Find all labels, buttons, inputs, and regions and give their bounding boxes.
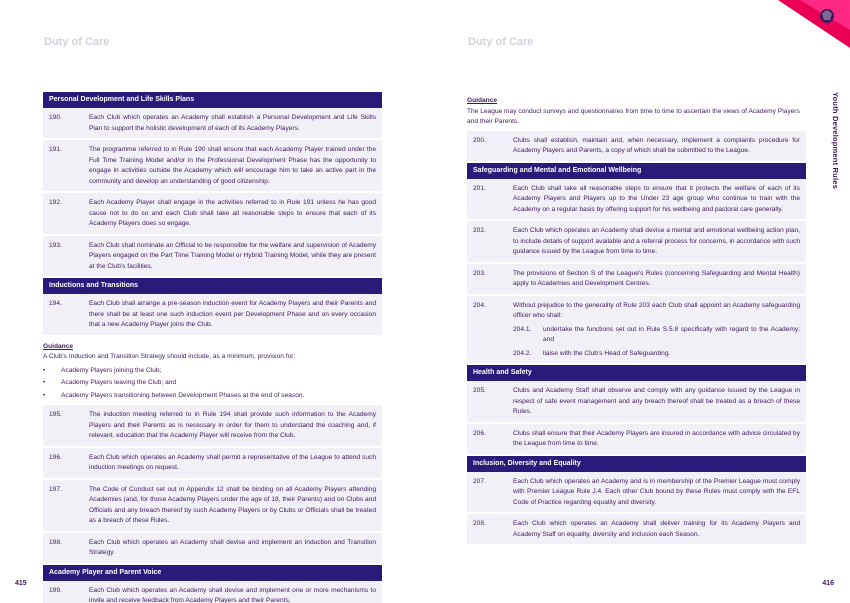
rule-number: 208. [473,520,486,527]
rule-number: 199. [49,586,62,594]
rule-row [43,533,382,565]
rule-text: Each Club which operates an Academy shall permit a representative of the League to attend such induction meetings on request. [89,453,376,471]
sub-rule-number: 204.1. [513,325,532,333]
rule-row [43,193,382,236]
rule-number: 206. [473,429,486,437]
rule-row [467,179,806,222]
side-section-label: Youth Development Rules [831,92,840,189]
sub-rule-number: 204.2. [513,349,532,357]
rule-text-block [513,301,800,360]
rule-number: 198. [49,538,62,546]
section-heading: Safeguarding and Mental and Emotional Wellbeing [467,163,806,179]
guidance-intro: A Club's Induction and Transition Strategy should include, as a minimum, provision for: [43,353,296,360]
right-page-number: 416 [822,580,834,587]
guidance-bullet [43,366,382,377]
rule-row [43,140,382,193]
rule-text: Each Club which operates an Academy shall establish a Personal Development and Life Skills Plan to support the holistic development of each of its Academy Players. [89,114,376,132]
right-column [467,92,806,546]
guidance-heading: Guidance [43,342,74,350]
rule-row [43,581,382,603]
rule-text: Each Club which operates an Academy and is in membership of the Premier League must comply with Premier League Rule J.4. Each other Club bound by these Rules must comply with the EFL Code of Practice regarding equality and diversity. [513,477,800,506]
rule-number: 194. [49,300,62,307]
rule-number: 190. [49,114,62,121]
rule-text: Each Club which operates an Academy shall devise a mental and emotional wellbeing action plan, to include details of support available and a referral process for concerns, in accordance with such guidance issued by the League from time to time. [513,227,800,255]
rule-text: The induction meeting referred to in Rule 194 shall provide such information to the Academy Players and their Parents as is necessary in order for them to understand the coaching and, if relevant, education that the Academy Player will receive from the Club. [89,411,376,439]
rule-row [467,381,806,424]
guidance-text: The League may conduct surveys and questionnaires from time to time to ascertain the views of Academy Players and their Parents. [467,107,800,125]
rule-text: Each Academy Player shall engage in the activities referred to in Rule 191 unless he has good cause not to do so and each Club shall take all reasonable steps to ensure that each of its Academy Players does so engage. [89,199,376,227]
left-page-header: Duty of Care [44,36,110,48]
rule-text: Each Club which operates an Academy shall deliver training for its Academy Players and Academy Staff on equality, diversity and inclusion each Season. [513,520,800,538]
rule-text: Each Club which operates an Academy shall devise and implement an Induction and Transition Strategy. [89,538,376,556]
section-heading: Academy Player and Parent Voice [43,565,382,581]
rule-row [467,472,806,515]
rule-number: 196. [49,453,62,461]
left-column [43,92,382,603]
guidance-heading: Guidance [467,97,498,104]
sub-rule-text: liaise with the Club's Head of Safeguarding. [543,349,671,357]
section-heading: Personal Development and Life Skills Plans [43,92,382,108]
rule-text: Without prejudice to the generality of Rule 203 each Club shall appoint an Academy safeguarding officer who shall: [513,301,800,319]
rule-number: 201. [473,184,486,192]
bullet-text: Academy Players joining the Club; [61,366,162,374]
bullet-text: Academy Players transitioning between Development Phases at the end of season. [61,391,305,399]
rule-number: 207. [473,477,486,485]
rule-number: 204. [473,301,486,309]
rule-text: Clubs and Academy Staff shall observe and comply with any guidance issued by the League in respect of safe event management and any breach thereof shall be treated as a breach of these Rules. [513,387,800,415]
rule-row [43,405,382,448]
bullet-text: Academy Players leaving the Club; and [61,379,177,386]
sub-rule [513,349,800,360]
left-page-number: 415 [15,580,27,587]
section-heading: Inductions and Transitions [43,278,382,294]
rule-row [467,514,806,546]
rule-text: Each Club shall nominate an Official to be responsible for the welfare and supervision of Academy Players engaged on the Part Time Training Model or Hybrid Training Model, while they are present at the Club's facilities. [89,241,376,270]
section-heading: Health and Safety [467,365,806,381]
bullet-dot-icon: • [43,391,46,399]
rule-row [43,294,382,337]
rule-row [43,448,382,480]
rule-number: 192. [49,199,62,206]
rule-row [43,480,382,533]
rule-row [43,108,382,140]
rule-number: 200. [473,136,486,144]
rule-row [467,424,806,456]
rule-row [43,236,382,279]
rule-row [467,264,806,296]
rule-number: 195. [49,411,62,418]
bullet-dot-icon: • [43,379,46,386]
right-page-header: Duty of Care [468,36,534,48]
rule-number: 205. [473,387,486,394]
rule-row [467,131,806,163]
rule-number: 197. [49,485,62,493]
rule-text: Each Club shall arrange a pre-season induction event for Academy Players and their Parents and there shall be at least one such induction event per Development Phase and on every occasion that a new Academy Player joins the Club. [89,300,376,328]
rule-text: Clubs shall ensure that their Academy Players are insured in accordance with advice circulated by the League from time to time. [513,429,800,447]
section-heading: Inclusion, Diversity and Equality [467,456,806,472]
guidance-bullet [43,391,382,402]
sub-rule [513,325,800,346]
rule-text: Each Club which operates an Academy shall devise and implement one or more mechanisms to invite and receive feedback from Academy Players and their Parents. [89,586,376,603]
premier-league-lion-icon [770,0,850,50]
rule-row [467,221,806,264]
rule-number: 191. [49,146,62,153]
guidance-bullet [43,378,382,389]
rule-number: 202. [473,227,486,234]
rule-row [467,296,806,366]
bullet-dot-icon: • [43,366,46,374]
rule-number: 203. [473,269,486,277]
rule-text: Each Club shall take all reasonable steps to ensure that it protects the welfare of each of its Academy Players and Players up to the Under 23 age group who continue to train with the Academy on a regular basis by offering support for his wellbeing and pastoral care generally. [513,184,800,213]
rule-text: The provisions of Section S of the League's Rules (concerning Safeguarding and Mental Health) apply to Academies and Development Centres. [513,269,800,287]
rule-text: The programme referred to in Rule 190 shall ensure that each Academy Player trained under the Full Time Training Model and/or in the Professional Development Phase has the opportunity to engage in activities outside the Academy which will encourage him to take an active part in the community and develop an understanding of good citizenship. [89,146,376,185]
sub-rule-text: undertake the functions set out in Rule S.5.8 specifically with regard to the Academy; and [543,325,800,343]
rule-number: 193. [49,241,62,249]
rule-text: The Code of Conduct set out in Appendix 12 shall be binding on all Academy Players attending Academies (and, for those Academy Players under the age of 18, their Parents) and on Clubs and Officials and any breach thereof by such Academy Players or by Clubs or Officials shall be treated as a breach of these Rules. [89,485,376,524]
rule-text: Clubs shall establish, maintain and, when necessary, implement a complaints procedure for Academy Players and Parents, a copy of which shall be submitted to the League. [513,136,800,154]
